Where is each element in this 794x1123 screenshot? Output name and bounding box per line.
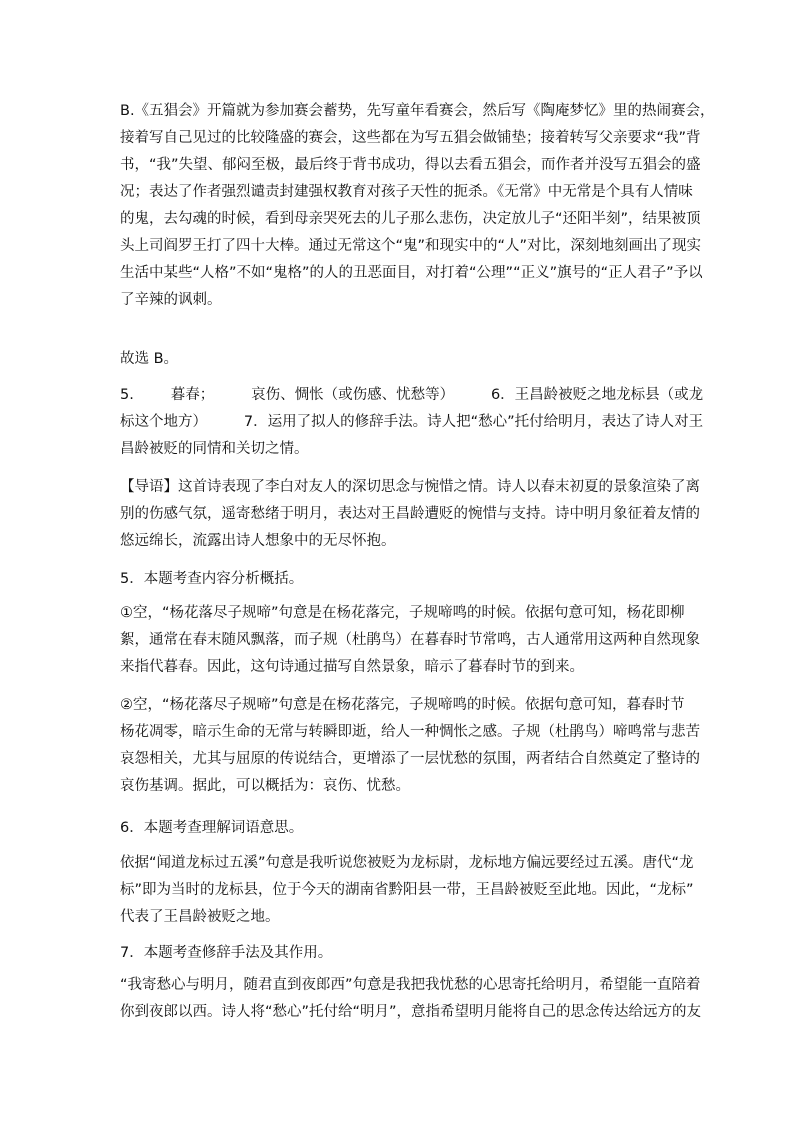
text-line: 杨花凋零，暗示生命的无常与转瞬即逝，给人一种惆怅之感。子规（杜鹃鸟）啼鸣常与悲苦: [120, 724, 700, 740]
text-line: 5. 暮春； 哀伤、惆怅（或伤感、忧愁等） 6．王昌龄被贬之地龙标县（或龙: [120, 387, 704, 403]
text-line: 的鬼，去勾魂的时候，看到母亲哭死去的儿子那么悲伤，决定放儿子“还阳半刻”，结果被顶: [120, 211, 701, 227]
answer-explanation-b: [120, 98, 715, 314]
text-line: 昌龄被贬的同情和关切之情。: [120, 441, 309, 457]
question-6-explanation: [120, 850, 694, 931]
answer-choice: [120, 346, 680, 373]
text-line: ①空，“杨花落尽子规啼”句意是在杨花落完，子规啼鸣的时候。依据句意可知，杨花即柳: [120, 605, 685, 621]
answers-5-6-7: [120, 382, 704, 463]
text-line: ②空，“杨花落尽子规啼”句意是在杨花落完，子规啼鸣的时候。依据句意可知，暮春时节: [120, 697, 685, 713]
question-5-heading: [120, 566, 680, 593]
text-line: 来指代暮春。因此，这句诗通过描写自然景象，暗示了暮春时节的到来。: [120, 659, 584, 675]
text-line: 你到夜郎以西。诗人将“愁心”托付给“明月”，意指希望明月能将自己的思念传达给远方的友: [120, 1004, 702, 1020]
text-line: 标”即为当时的龙标县，位于今天的湖南省黔阳县一带，王昌龄被贬至此地。因此，“龙标”: [120, 882, 694, 898]
text-line: 接着写自己见过的比较隆盛的赛会，这些都在为写五猖会做铺垫；接着转写父亲要求“我”背: [120, 130, 701, 146]
text-line: 代表了王昌龄被贬之地。: [120, 909, 280, 925]
question-5-point-1: [120, 600, 700, 681]
text-line: 哀伤基调。据此，可以概括为：哀伤、忧愁。: [120, 778, 410, 794]
text-line: 絮，通常在春末随风飘落，而子规（杜鹃鸟）在暮春时节常鸣，古人通常用这两种自然现象: [120, 632, 700, 648]
question-7-heading: [120, 940, 680, 967]
text-line: 头上司阎罗王打了四十大棒。通过无常这个“鬼”和现实中的“人”对比，深刻地刻画出了现实: [120, 238, 702, 254]
text-line: 况；表达了作者强烈谴责封建强权教育对孩子天性的扼杀。《无常》中无常是个具有人情味: [120, 184, 693, 200]
text-line: 书，“我”失望、郁闷至极，最后终于背书成功，得以去看五猖会，而作者并没写五猖会的盛: [120, 157, 701, 173]
text-line: 哀怨相关，尤其与屈原的传说结合，更增添了一层忧愁的氛围，两者结合自然奠定了整诗的: [120, 751, 700, 767]
text-line: 了辛辣的讽刺。: [120, 292, 222, 308]
text-line: 6．本题考查理解词语意思。: [120, 820, 304, 836]
text-line: 5．本题考查内容分析概括。: [120, 571, 304, 587]
text-line: 【导语】这首诗表现了李白对友人的深切思念与惋惜之情。诗人以春末初夏的景象渲染了离: [120, 479, 700, 495]
text-line: 悠远绵长，流露出诗人想象中的无尽怀抱。: [120, 533, 396, 549]
text-line: “我寄愁心与明月，随君直到夜郎西”句意是我把我忧愁的心思寄托给明月，希望能一直陪着: [120, 977, 701, 993]
question-5-point-2: [120, 692, 700, 800]
text-line: 标这个地方） 7．运用了拟人的修辞手法。诗人把“愁心”托付给明月，表达了诗人对王: [120, 414, 704, 430]
guide-paragraph: [120, 474, 700, 555]
text-line: 别的伤感气氛，遥寄愁绪于明月，表达对王昌龄遭贬的惋惜与支持。诗中明月象征着友情的: [120, 506, 700, 522]
question-6-heading: [120, 815, 680, 842]
text-line: B.《五猖会》开篇就为参加赛会蓄势，先写童年看赛会，然后写《陶庵梦忆》里的热闹赛会，: [120, 103, 715, 119]
question-7-explanation: [120, 972, 702, 1026]
text-line: 故选 B。: [120, 351, 179, 367]
text-line: 生活中某些“人格”不如“鬼格”的人的丑恶面目，对打着“公理”“正义”旗号的“正人君子”予以: [120, 265, 703, 281]
text-line: 依据“闻道龙标过五溪”句意是我听说您被贬为龙标尉，龙标地方偏远要经过五溪。唐代“龙: [120, 855, 694, 871]
text-line: 7．本题考查修辞手法及其作用。: [120, 945, 333, 961]
